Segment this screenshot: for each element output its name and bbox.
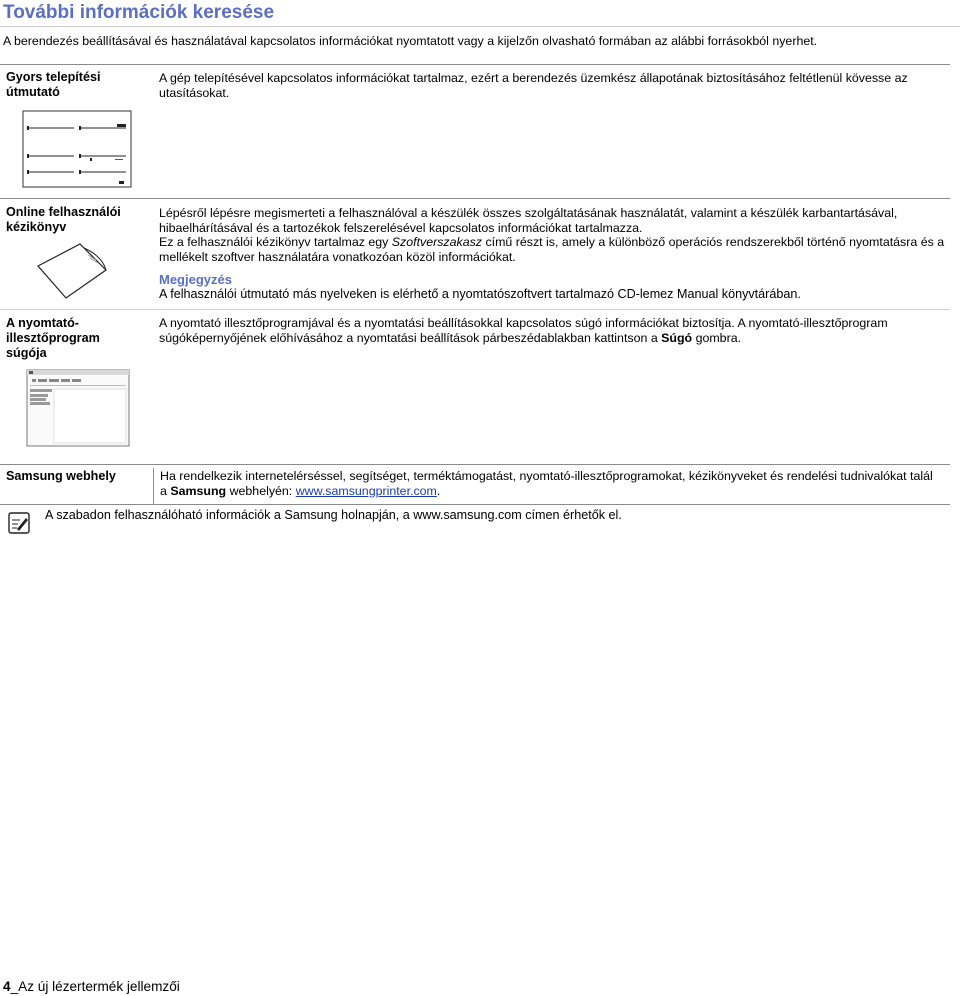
row-label-driver-help: A nyomtató- illesztőprogram súgója <box>6 316 100 360</box>
row-desc-user-manual <box>159 206 949 264</box>
row-divider-2 <box>0 309 950 310</box>
row-label-quick-guide: Gyors telepítési útmutató <box>6 70 101 99</box>
table-bottom-rule <box>0 504 950 505</box>
footer-chapter: _Az új lézertermék jellemzői <box>10 979 180 994</box>
note-text: A felhasználói útmutató más nyelveken is elérhető a nyomtatószoftvert tartalmazó CD-lemez Manual könyvtárában. <box>159 287 801 301</box>
footnote-text: A szabadon felhasználóható információk a Samsung holnapján, a www.samsung.com címen érhetők el. <box>45 508 622 522</box>
row-divider-1 <box>0 198 950 199</box>
page-title: További információk keresése <box>3 2 275 23</box>
samsung-row-vertical-rule <box>153 468 154 504</box>
page-footer <box>3 979 180 994</box>
row-desc-samsung-website: Ha rendelkezik internetelérséssel, segítséget, terméktámogatást, nyomtató-illesztőprogramokat, kézikönyveket és rendelési tudnivalókat talál a Samsung webhelyén: www.samsungprinter.com. <box>160 469 933 498</box>
row-divider-3 <box>0 464 950 465</box>
software-section-name: Szoftverszakasz <box>391 235 482 249</box>
page-number: 4 <box>3 979 11 994</box>
row-label-samsung-website: Samsung webhely <box>6 469 116 483</box>
samsungprinter-link[interactable]: www.samsungprinter.com <box>295 483 437 498</box>
driver-help-window-thumbnail <box>26 369 130 447</box>
row-label-user-manual: Online felhasználói kézikönyv <box>6 205 121 234</box>
user-manual-paragraph-1: Lépésről lépésre megismerteti a felhasználóval a készülék összes szolgáltatásának használatát, valamint a készülék karbantartásával, hibaelhárításával és a tartozékok felszerelésével kapcsolatos információkat tartalmazza. <box>159 206 898 235</box>
help-button-name: Súgó <box>661 330 693 345</box>
user-manual-paragraph-2: Ez a felhasználói kézikönyv tartalmaz egy Szoftverszakasz című részt is, amely a különböző operációs rendszerekből történő nyomtatásra és a mellékelt szoftver használatára vonatkozóan közöl információkat. <box>159 235 945 264</box>
row-desc-quick-guide: A gép telepítésével kapcsolatos információkat tartalmaz, ezért a berendezés üzemkész állapotának biztosításához feltétlenül kövesse az utasításokat. <box>159 71 908 100</box>
cd-disc-icon <box>36 242 108 300</box>
title-divider <box>0 26 960 27</box>
note-heading: Megjegyzés <box>159 272 232 287</box>
row-desc-driver-help: A nyomtató illesztőprogramjával és a nyomtatási beállításokkal kapcsolatos súgó információkat biztosítja. A nyomtató-illesztőprogram súgóképernyőjének előhívásához a nyomtatási beállítások párbeszédablakban kattintson a Súgó gombra. <box>159 316 888 345</box>
table-top-rule <box>0 64 950 65</box>
samsung-brand-name: Samsung <box>170 483 227 498</box>
quick-guide-thumbnail <box>22 110 132 188</box>
note-pencil-icon <box>8 512 30 534</box>
intro-text: A berendezés beállításával és használatával kapcsolatos információkat nyomtatott vagy a kijelzőn olvasható formában az alábbi forrásokból nyerhet. <box>3 34 818 48</box>
